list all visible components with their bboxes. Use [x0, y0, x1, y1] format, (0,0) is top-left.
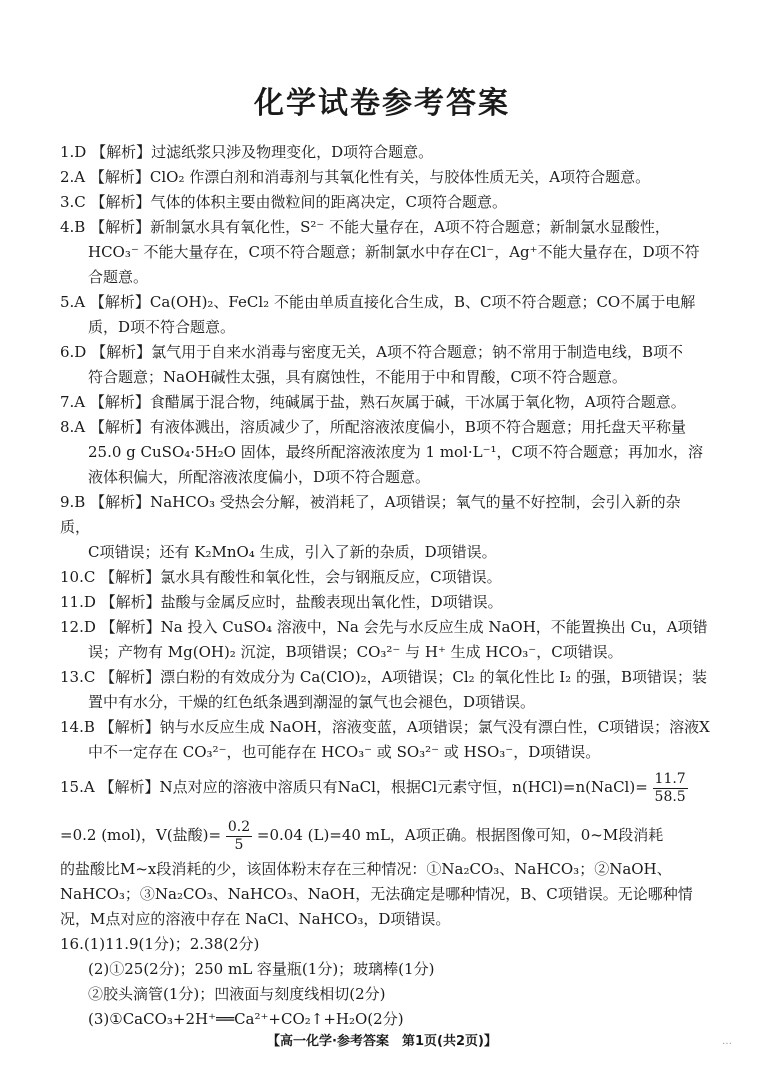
q15-line2-post: =0.04 (L)=40 mL，A项正确。根据图像可知，0~M段消耗 — [256, 826, 664, 844]
answer-line: 符合题意；NaOH碱性太强，具有腐蚀性，不能用于中和胃酸，C项不符合题意。 — [88, 368, 627, 386]
q16-line-2: (2)①25(2分)；250 mL 容量瓶(1分)；玻璃棒(1分) — [88, 960, 435, 978]
answer-line: 11.D 【解析】盐酸与金属反应时，盐酸表现出氧化性，D项错误。 — [60, 593, 503, 611]
answer-line: 9.B 【解析】NaHCO₃ 受热会分解，被消耗了，A项错误；氧气的量不好控制，会引入新的杂质， — [60, 493, 681, 536]
answer-item-16 — [60, 932, 710, 1032]
q15-fraction-2: $\frac{0.2}{5}$ — [227, 818, 251, 853]
page-title: 化学试卷参考答案 — [254, 86, 510, 121]
answer-item-15 — [60, 767, 710, 932]
answer-item-11 — [60, 590, 710, 615]
answer-line: 8.A 【解析】有液体溅出，溶质减少了，所配溶液浓度偏小，B项不符合题意；用托盘天平称量 — [60, 418, 686, 436]
q15-line2-pre: =0.2 (mol)，V(盐酸)= — [60, 826, 222, 844]
answer-item-6 — [60, 340, 710, 390]
answer-line: 2.A 【解析】ClO₂ 作漂白剂和消毒剂与其氧化性有关，与胶体性质无关，A项符合题意。 — [60, 168, 651, 186]
answer-item-3 — [60, 190, 710, 215]
answer-item-5 — [60, 290, 710, 340]
answer-item-13 — [60, 665, 710, 715]
answer-line: 液体积偏大，所配溶液浓度偏小，D项不符合题意。 — [88, 468, 431, 486]
answer-item-10 — [60, 565, 710, 590]
corner-mark: … — [722, 1036, 732, 1047]
answer-line: 25.0 g CuSO₄·5H₂O 固体，最终所配溶液浓度为 1 mol·L⁻¹，C项不符合题意；再加水，溶 — [88, 443, 704, 461]
answer-line: 4.B 【解析】新制氯水具有氧化性，S²⁻ 不能大量存在，A项不符合题意；新制氯水显酸性， — [60, 218, 670, 236]
answer-line: C项错误；还有 K₂MnO₄ 生成，引入了新的杂质，D项错误。 — [88, 543, 497, 561]
page-footer: 【高一化学·参考答案 第1页(共2页)】 — [267, 1034, 497, 1049]
answer-item-4 — [60, 215, 710, 290]
answer-item-8 — [60, 415, 710, 490]
answer-line: 合题意。 — [88, 268, 149, 286]
answer-item-7 — [60, 390, 710, 415]
answer-line: 1.D 【解析】过滤纸浆只涉及物理变化，D项符合题意。 — [60, 143, 434, 161]
answer-line: 3.C 【解析】气体的体积主要由微粒间的距离决定，C项符合题意。 — [60, 193, 508, 211]
answer-line: 5.A 【解析】Ca(OH)₂、FeCl₂ 不能由单质直接化合生成，B、C项不符合题意；CO不属于电解 — [60, 293, 696, 311]
q15-rest-2: NaHCO₃；③Na₂CO₃、NaHCO₃、NaOH，无法确定是哪种情况，B、C项错误。无论哪种情 — [60, 885, 693, 903]
q15-lead: 15.A 【解析】N点对应的溶液中溶质只有NaCl，根据Cl元素守恒，n(HCl)=n(NaCl)= — [60, 778, 648, 796]
q16-line-3: ②胶头滴管(1分)；凹液面与刻度线相切(2分) — [88, 985, 386, 1003]
answer-line: 置中有水分，干燥的红色纸条遇到潮湿的氯气也会褪色，D项错误。 — [88, 693, 536, 711]
answer-item-2 — [60, 165, 710, 190]
q16-line-4: (3)①CaCO₃+2H⁺══Ca²⁺+CO₂↑+H₂O(2分) — [88, 1010, 404, 1028]
q16-line-1: 16.(1)11.9(1分)；2.38(2分) — [60, 935, 260, 953]
q15-fraction-1: $\frac{11.7}{58.5}$ — [654, 770, 686, 805]
answer-line: HCO₃⁻ 不能大量存在，C项不符合题意；新制氯水中存在Cl⁻，Ag⁺不能大量存在，D项不符 — [88, 243, 700, 261]
q15-rest-1: 的盐酸比M~x段消耗的少，该固体粉末存在三种情况：①Na₂CO₃、NaHCO₃；②NaOH、 — [60, 860, 672, 878]
answer-line: 误；产物有 Mg(OH)₂ 沉淀，B项错误；CO₃²⁻ 与 H⁺ 生成 HCO₃⁻，C项错误。 — [88, 643, 623, 661]
q15-rest-3: 况，M点对应的溶液中存在 NaCl、NaHCO₃，D项错误。 — [60, 910, 451, 928]
answer-line: 中不一定存在 CO₃²⁻，也可能存在 HCO₃⁻ 或 SO₃²⁻ 或 HSO₃⁻，D项错误。 — [88, 743, 601, 761]
answer-line: 10.C 【解析】氯水具有酸性和氧化性，会与钢瓶反应，C项错误。 — [60, 568, 502, 586]
answer-list — [60, 140, 710, 1032]
answer-item-9 — [60, 490, 710, 565]
answer-item-14 — [60, 715, 710, 765]
answer-line: 14.B 【解析】钠与水反应生成 NaOH，溶液变蓝，A项错误；氯气没有漂白性，C项错误；溶液X — [60, 718, 710, 736]
answer-item-12 — [60, 615, 710, 665]
answer-item-1 — [60, 140, 710, 165]
answer-line: 7.A 【解析】食醋属于混合物，纯碱属于盐，熟石灰属于碱，干冰属于氧化物，A项符合题意。 — [60, 393, 686, 411]
answer-line: 12.D 【解析】Na 投入 CuSO₄ 溶液中，Na 会先与水反应生成 NaOH，不能置换出 Cu，A项错 — [60, 618, 708, 636]
answer-line: 13.C 【解析】漂白粉的有效成分为 Ca(ClO)₂，A项错误；Cl₂ 的氧化性比 I₂ 的强，B项错误；装 — [60, 668, 707, 686]
answer-line: 6.D 【解析】氯气用于自来水消毒与密度无关，A项不符合题意；钠不常用于制造电线，B项不 — [60, 343, 683, 361]
answer-line: 质，D项不符合题意。 — [88, 318, 236, 336]
